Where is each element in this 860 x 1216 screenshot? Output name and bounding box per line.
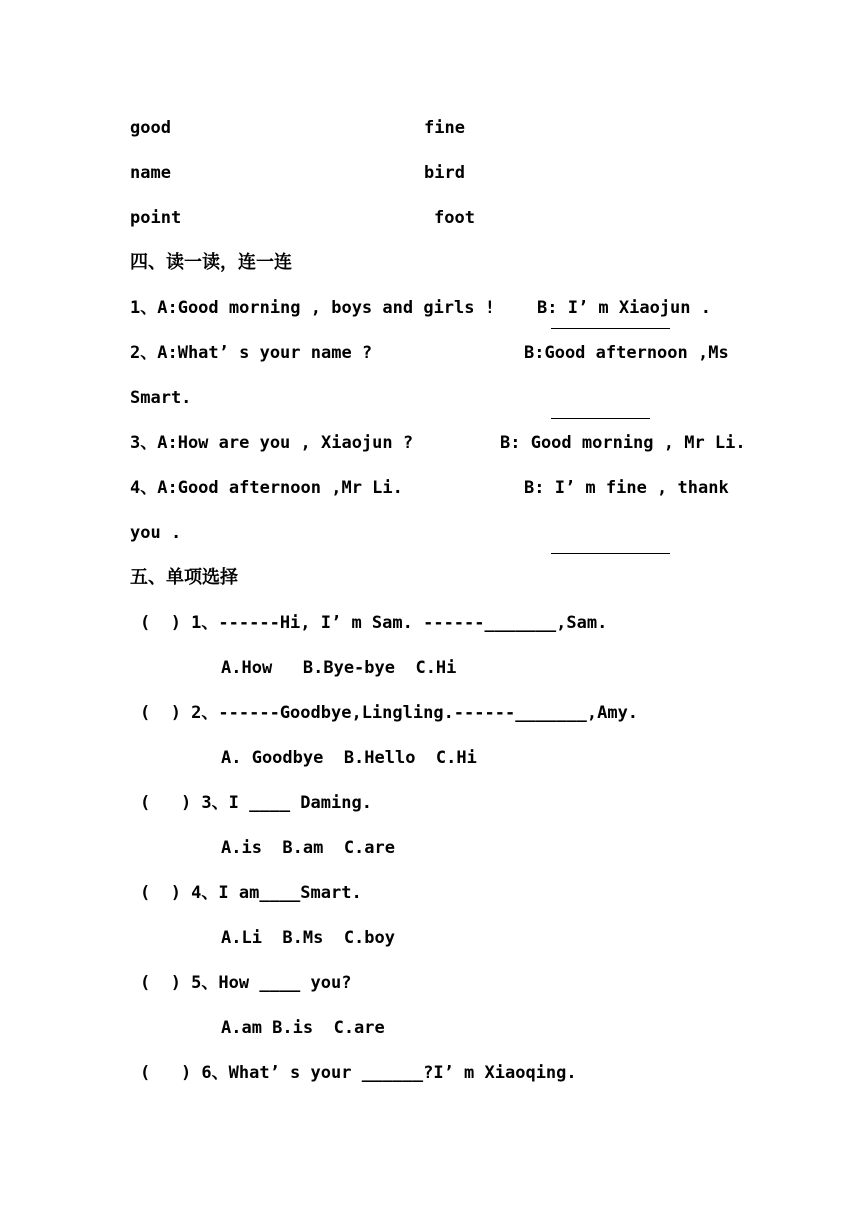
question-6: ( ) 6、What’ s your ______?I’ m Xiaoqing. (140, 1063, 577, 1083)
match-right-2: B:Good afternoon ,Ms (524, 343, 729, 363)
word-right-3: foot (434, 208, 475, 228)
question-3: ( ) 3、I ____ Daming. (140, 793, 372, 813)
word-left-3: point (130, 208, 182, 228)
question-5: ( ) 5、How ____ you? (140, 973, 352, 993)
options-4: A.Li B.Ms C.boy (221, 928, 395, 948)
match-right-3: B: Good morning , Mr Li. (500, 433, 746, 453)
section-5-title: 五、单项选择 (130, 567, 238, 588)
options-5: A.am B.is C.are (221, 1018, 385, 1038)
question-2: ( ) 2、------Goodbye,Lingling.------_______,Amy. (140, 703, 639, 723)
question-1: ( ) 1、------Hi, I’ m Sam. ------_______,Sam. (140, 613, 608, 633)
match-underline-1 (551, 328, 670, 329)
match-cont-2: Smart. (130, 388, 192, 408)
match-underline-4 (551, 553, 670, 554)
word-left-1: good (130, 118, 171, 138)
match-right-1: B: I’ m Xiaojun . (537, 298, 711, 318)
match-cont-4: you . (130, 523, 182, 543)
match-underline-2 (551, 418, 650, 419)
word-left-2: name (130, 163, 171, 183)
match-left-1: 1、A:Good morning , boys and girls ! (130, 298, 495, 318)
match-left-3: 3、A:How are you , Xiaojun ? (130, 433, 414, 453)
word-right-1: fine (424, 118, 465, 138)
options-3: A.is B.am C.are (221, 838, 395, 858)
question-4: ( ) 4、I am____Smart. (140, 883, 362, 903)
word-right-2: bird (424, 163, 465, 183)
match-left-4: 4、A:Good afternoon ,Mr Li. (130, 478, 403, 498)
match-left-2: 2、A:What’ s your name ? (130, 343, 373, 363)
options-1: A.How B.Bye-bye C.Hi (221, 658, 457, 678)
match-right-4: B: I’ m fine , thank (524, 478, 729, 498)
options-2: A. Goodbye B.Hello C.Hi (221, 748, 477, 768)
section-4-title: 四、读一读，连一连 (130, 252, 292, 273)
